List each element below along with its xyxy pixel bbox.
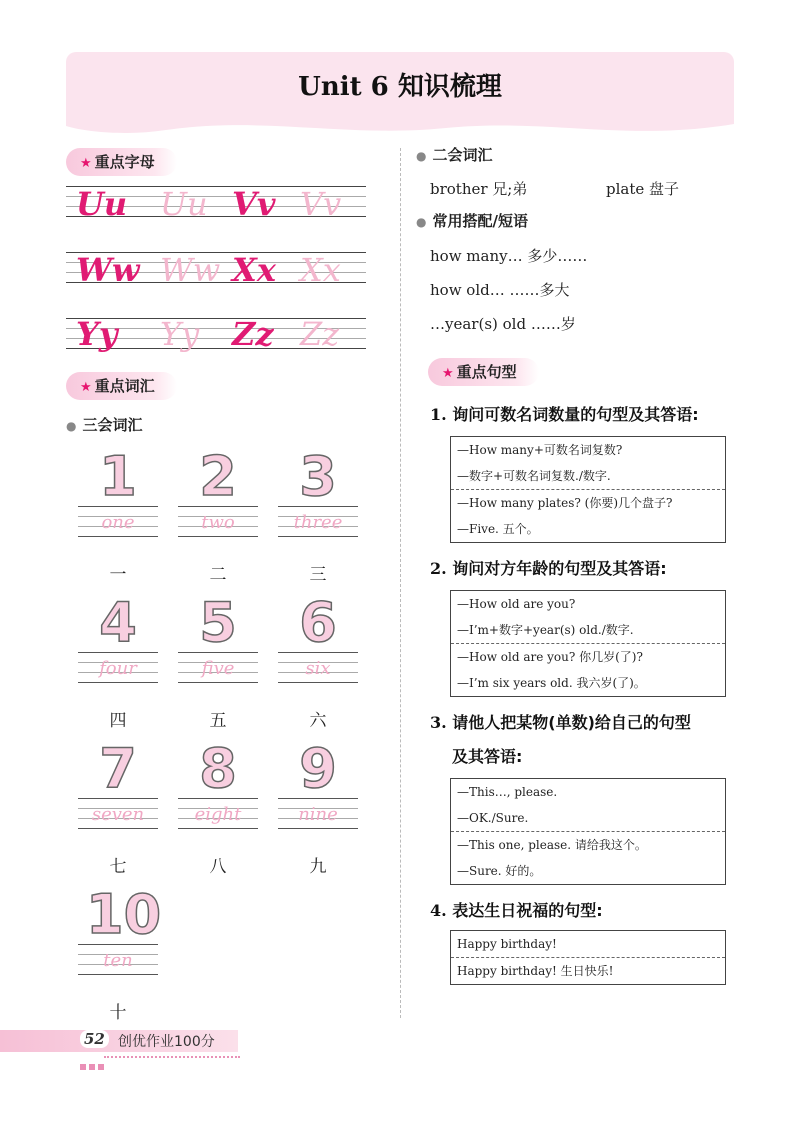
number-chinese: 九 (309, 857, 327, 877)
page-number: 52 (80, 1030, 109, 1048)
pattern-row: —How many+可数名词复数? (457, 443, 623, 457)
number-glyph: 5 (199, 591, 237, 654)
vocab-item: plate 盘子 (606, 180, 680, 198)
banner-wave (66, 108, 734, 142)
number-word: eight (194, 804, 242, 825)
pattern-title-continued: 及其答语: (452, 747, 523, 766)
number-chinese: 六 (309, 711, 327, 731)
pattern-row: —How old are you? 你几岁(了)? (451, 643, 725, 670)
bullet-icon: ● (66, 419, 77, 433)
pattern-row: —OK./Sure. (457, 811, 529, 825)
letter-bold: Zz (232, 315, 274, 353)
number-glyph: 7 (99, 737, 137, 800)
star-icon: ★ (442, 366, 454, 381)
three-vocab-heading: ● 三会词汇 (66, 416, 143, 434)
bullet-icon: ● (416, 215, 427, 229)
pattern-table (450, 590, 726, 697)
number-chinese: 八 (209, 857, 227, 877)
footer-decoration (80, 1055, 107, 1074)
letter-light: Ww (160, 251, 221, 289)
footer-brand: 创优作业100分 (118, 1034, 215, 1050)
page-title: Unit 6 知识梳理 (298, 72, 502, 102)
number-chinese: 十 (109, 1003, 127, 1023)
pattern-table (450, 930, 726, 985)
letter-bold: Ww (76, 251, 140, 289)
pattern-row: —This one, please. 请给我这个。 (451, 831, 725, 858)
number-glyph: 6 (299, 591, 337, 654)
number-glyph: 8 (199, 737, 237, 800)
number-chinese: 四 (109, 711, 127, 731)
section-tag-sentences: ★ 重点句型 (428, 358, 539, 386)
number-word: four (99, 658, 137, 679)
letter-bold: Yy (76, 315, 118, 353)
number-word: five (201, 658, 235, 679)
phrase-item: …year(s) old ……岁 (430, 315, 576, 333)
letter-bold: Vv (232, 185, 276, 223)
number-word: one (101, 512, 135, 533)
vocab-item: brother 兄;弟 (430, 180, 528, 198)
number-glyph: 3 (299, 445, 337, 508)
letter-light: Xx (300, 251, 341, 289)
number-word: two (201, 512, 235, 533)
number-glyph: 2 (199, 445, 237, 508)
number-word: six (305, 658, 331, 679)
number-chinese: 一 (109, 565, 127, 585)
section-tag-letters: ★ 重点字母 (66, 148, 177, 176)
pattern-row: —Sure. 好的。 (457, 864, 542, 878)
pattern-title: 4. 表达生日祝福的句型: (430, 901, 603, 920)
pattern-row: —How old are you? (457, 597, 576, 611)
number-chinese: 七 (109, 857, 127, 877)
letter-light: Uu (160, 185, 208, 223)
number-word: nine (298, 804, 338, 825)
section-tag-vocab: ★ 重点词汇 (66, 372, 177, 400)
number-chinese: 二 (209, 565, 227, 585)
letter-light: Zz (300, 315, 340, 353)
two-vocab-heading: ● 二会词汇 (416, 146, 493, 164)
star-icon: ★ (80, 380, 92, 395)
letter-bold: Uu (76, 185, 128, 223)
pattern-row: Happy birthday! (457, 937, 557, 951)
pattern-row: —This…, please. (457, 785, 558, 799)
pattern-row: —数字+可数名词复数./数字. (457, 469, 611, 483)
pattern-row: —I’m six years old. 我六岁(了)。 (457, 676, 646, 690)
star-icon: ★ (80, 156, 92, 171)
pattern-title: 3. 请他人把某物(单数)给自己的句型 (430, 713, 691, 732)
number-word: three (293, 512, 343, 533)
pattern-table (450, 778, 726, 885)
pattern-row: —I’m+数字+year(s) old./数字. (457, 623, 634, 637)
pattern-title: 2. 询问对方年龄的句型及其答语: (430, 559, 667, 578)
number-glyph: 10 (86, 883, 162, 946)
pattern-row: —How many plates? (你要)几个盘子? (451, 489, 725, 516)
pattern-title: 1. 询问可数名词数量的句型及其答语: (430, 405, 699, 424)
footer-dotted-line (104, 1056, 240, 1058)
column-divider (400, 148, 401, 1018)
letter-light: Yy (160, 315, 200, 353)
pattern-row: Happy birthday! 生日快乐! (451, 957, 725, 984)
number-glyph: 1 (99, 445, 137, 508)
letter-light: Vv (300, 185, 342, 223)
phrase-item: how many… 多少…… (430, 247, 588, 265)
bullet-icon: ● (416, 149, 427, 163)
pattern-table (450, 436, 726, 543)
number-word: ten (103, 950, 133, 971)
number-glyph: 4 (99, 591, 137, 654)
phrase-item: how old… ……多大 (430, 281, 570, 299)
number-chinese: 三 (309, 565, 327, 585)
phrases-heading: ● 常用搭配/短语 (416, 212, 528, 230)
pattern-row: —Five. 五个。 (457, 522, 539, 536)
number-chinese: 五 (209, 711, 227, 731)
letter-bold: Xx (232, 251, 276, 289)
number-glyph: 9 (299, 737, 337, 800)
number-word: seven (91, 804, 145, 825)
